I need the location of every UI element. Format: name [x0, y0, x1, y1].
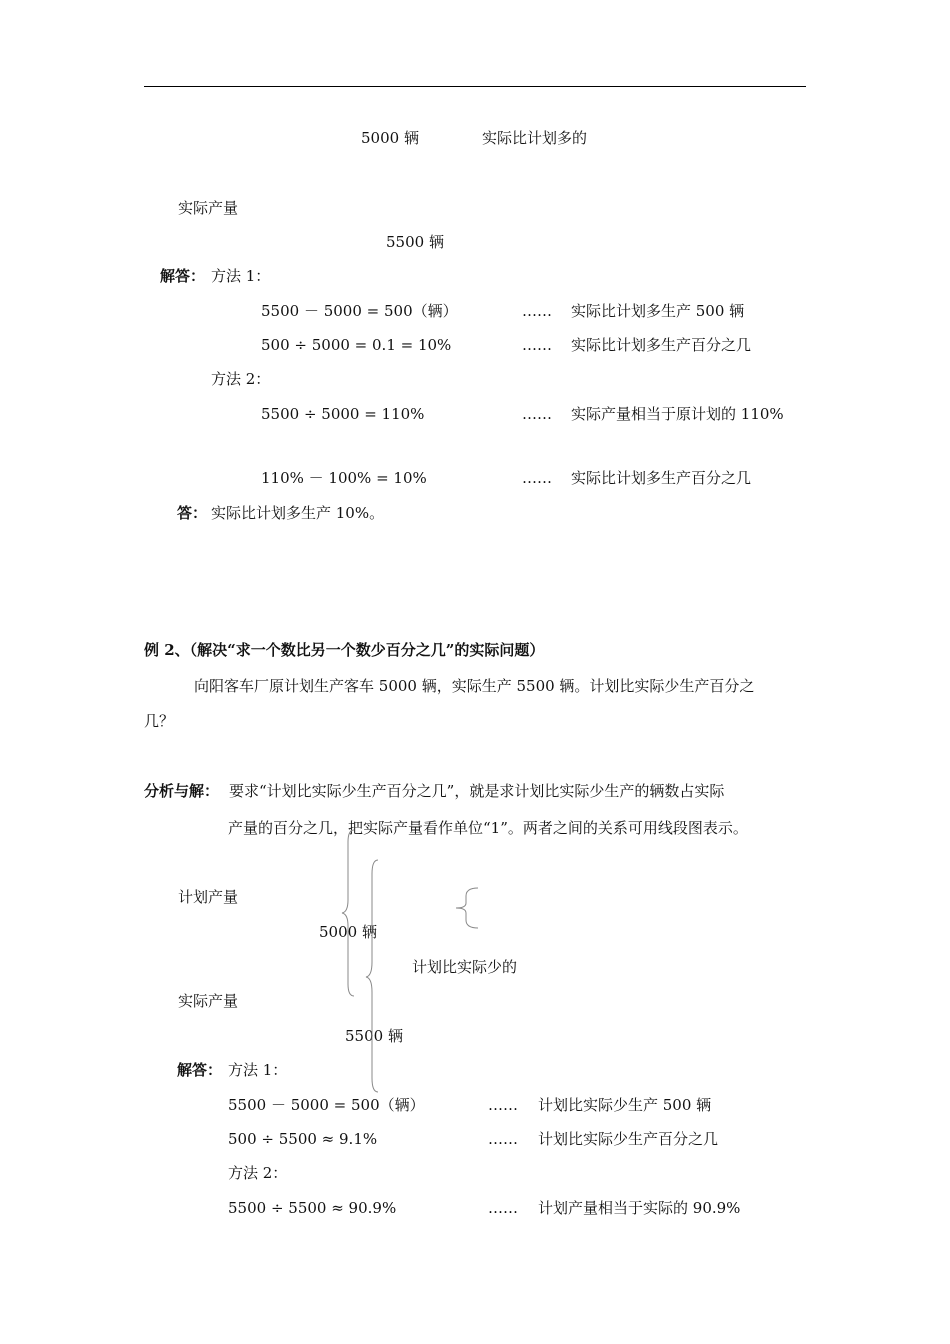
ex1-plan-total-label: 5000 辆: [361, 129, 419, 147]
ex2-plan-label: 计划产量: [178, 888, 239, 906]
ex1-m2-desc-2: 实际比计划多生产百分之几: [571, 469, 752, 487]
ex1-m1-desc-2: 实际比计划多生产百分之几: [571, 336, 752, 354]
ex1-m2-dots-2: ……: [522, 469, 552, 487]
ex2-plan-brace: [340, 828, 360, 998]
ex2-m1-eq-2: 500 ÷ 5500 ≈ 9.1%: [228, 1130, 378, 1148]
ex1-actual-label: 实际产量: [178, 199, 239, 217]
ex2-actual-brace: [364, 858, 384, 1094]
ex1-m1-desc-1: 实际比计划多生产 500 辆: [571, 302, 745, 320]
ex2-method1-label: 方法 1：: [228, 1061, 288, 1079]
ex1-m2-dots-1: ……: [522, 405, 552, 423]
ex2-less-label: 计划比实际少的: [412, 958, 518, 976]
ex1-m2-eq-2: 110% － 100% = 10%: [261, 469, 427, 487]
header-rule: [144, 86, 806, 87]
ex2-analysis-head: 分析与解：: [144, 782, 220, 800]
ex1-m1-eq-1: 5500 － 5000 = 500（辆）: [261, 302, 458, 320]
ex1-m2-desc-1: 实际产量相当于原计划的 110%: [571, 405, 784, 423]
ex2-m1-dots-2: ……: [488, 1130, 518, 1148]
ex1-final-text: 实际比计划多生产 10%。: [211, 504, 385, 522]
ex1-actual-total-label: 5500 辆: [386, 233, 444, 251]
ex2-plan-total-label: 5000 辆: [319, 923, 377, 941]
ex1-final-head: 答：: [177, 504, 208, 522]
ex2-m1-dots-1: ……: [488, 1096, 518, 1114]
ex2-m1-desc-2: 计划比实际少生产百分之几: [538, 1130, 719, 1148]
ex2-m2-dots-1: ……: [488, 1199, 518, 1217]
ex2-less-brace: [452, 886, 482, 930]
ex2-problem-line2: 几？: [144, 712, 175, 730]
ex2-m2-desc-1: 计划产量相当于实际的 90.9%: [538, 1199, 741, 1217]
ex2-m1-desc-1: 计划比实际少生产 500 辆: [538, 1096, 712, 1114]
ex2-problem-line1: 向阳客车厂原计划生产客车 5000 辆，实际生产 5500 辆。计划比实际少生产百分之: [194, 677, 755, 695]
ex2-title: 例 2、（解决“求一个数比另一个数少百分之几”的实际问题）: [144, 641, 545, 659]
ex1-m1-dots-2: ……: [522, 336, 552, 354]
ex2-actual-total-label: 5500 辆: [345, 1027, 403, 1045]
ex2-method2-label: 方法 2：: [228, 1164, 288, 1182]
ex2-analysis-line2: 产量的百分之几，把实际产量看作单位“1”。两者之间的关系可用线段图表示。: [228, 819, 748, 837]
ex1-m2-eq-1: 5500 ÷ 5000 = 110%: [261, 405, 425, 423]
ex2-actual-label: 实际产量: [178, 992, 239, 1010]
ex2-answer-head: 解答：: [177, 1061, 223, 1079]
ex1-method2-label: 方法 2：: [211, 370, 271, 388]
ex2-m1-eq-1: 5500 － 5000 = 500（辆）: [228, 1096, 425, 1114]
ex2-m2-eq-1: 5500 ÷ 5500 ≈ 90.9%: [228, 1199, 397, 1217]
ex1-method1-label: 方法 1：: [211, 267, 271, 285]
ex2-analysis-line1: 要求“计划比实际少生产百分之几”，就是求计划比实际少生产的辆数占实际: [229, 782, 725, 800]
ex1-more-label: 实际比计划多的: [482, 129, 588, 147]
ex1-m1-dots-1: ……: [522, 302, 552, 320]
ex1-m1-eq-2: 500 ÷ 5000 = 0.1 = 10%: [261, 336, 452, 354]
ex1-answer-head: 解答：: [160, 267, 206, 285]
